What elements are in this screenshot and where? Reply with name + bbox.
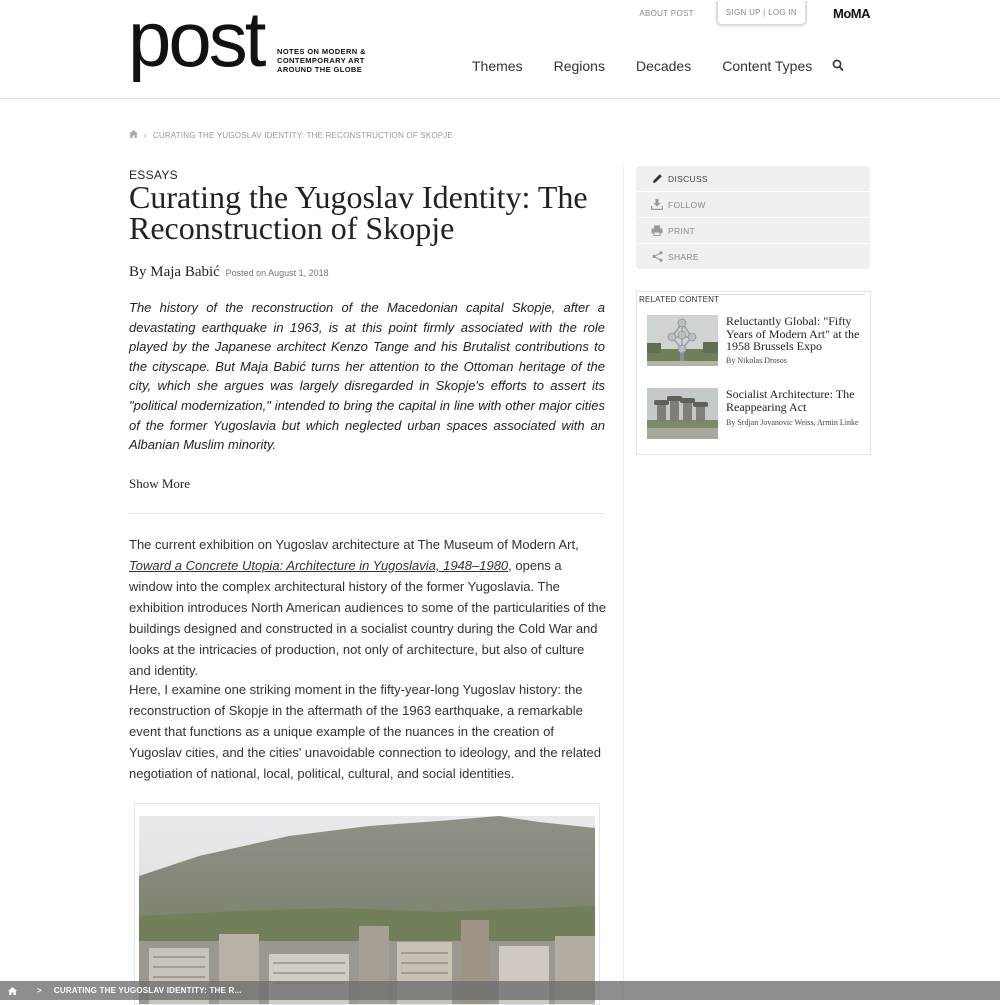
article-title: Curating the Yugoslav Identity: The Reconstruction of Skopje	[129, 179, 588, 246]
related-item[interactable]	[647, 315, 867, 370]
related-content	[636, 291, 871, 455]
share-button[interactable]	[636, 244, 870, 269]
discuss-button[interactable]	[636, 166, 870, 192]
home-icon[interactable]	[8, 987, 17, 995]
column-divider	[623, 165, 624, 1000]
about-post-link[interactable]: ABOUT POST	[639, 8, 694, 18]
discuss-label: DISCUSS	[668, 173, 708, 184]
print-button[interactable]	[636, 218, 870, 244]
article-category[interactable]: ESSAYS	[129, 168, 178, 182]
nav-decades[interactable]: Decades	[635, 58, 692, 74]
show-more-button[interactable]: Show More	[129, 476, 191, 491]
paragraph-text: , opens a window into the complex architectural history of the former Yugoslavia. The exhibition introduces North American audiences to some of the particularities of the buildings designed and constructed in a socialist country during the Cold War and looks at the intricacies of production, not only of architecture, but also of culture and identity.	[129, 558, 606, 678]
share-icon	[651, 251, 663, 263]
related-heading: RELATED CONTENT	[639, 295, 720, 304]
monument-thumbnail[interactable]	[647, 388, 718, 439]
related-item[interactable]	[647, 388, 867, 443]
nav-content-types[interactable]: Content Types	[722, 58, 813, 74]
bar-crumb[interactable]: CURATING THE YUGOSLAV IDENTITY: THE R...	[53, 986, 242, 995]
logo-wordmark: post	[128, 0, 264, 83]
follow-button[interactable]	[636, 192, 870, 218]
article-byline	[129, 264, 329, 281]
breadcrumb	[129, 130, 453, 140]
breadcrumb-current: CURATING THE YUGOSLAV IDENTITY: THE RECONSTRUCTION OF SKOPJE	[152, 130, 454, 140]
nav-themes[interactable]: Themes	[472, 58, 523, 74]
atomium-thumbnail[interactable]	[647, 315, 718, 366]
article-summary: The history of the reconstruction of the Macedonian capital Skopje, after a devastating earthquake in 1963, is at this point firmly associated with the role played by the Japanese architect Kenzo Tange and his Brutalist contributions to the cityscape. But Maja Babić turns her attention to the Ottoman heritage of the city, which she argues was largely disregarded in Skopje's efforts to assert its "political modernization," intended to bring the capital in line with other major cities of the former Yugoslavia but which neglected urban spaces associated with an Albanian Muslim minority.	[129, 300, 605, 453]
related-divider	[683, 294, 865, 295]
moma-logo-link[interactable]: MoMA	[833, 5, 870, 21]
printer-icon	[651, 225, 663, 237]
related-title[interactable]: Reluctantly Global: "Fifty Years of Modern Art" at the 1958 Brussels Expo	[726, 314, 860, 353]
article-figure	[134, 803, 600, 1005]
related-byline: By Nikolas Drosos	[726, 356, 787, 365]
download-icon	[651, 199, 663, 211]
related-byline: By Srdjan Jovanovic Weiss, Armin Linke	[726, 418, 859, 427]
utility-links	[639, 0, 870, 26]
article-actions	[636, 166, 870, 269]
search-icon[interactable]	[832, 59, 844, 75]
logo-tagline: NOTES ON MODERN & CONTEMPORARY ART AROUND THE GLOBE	[277, 47, 366, 74]
main-nav	[472, 58, 843, 74]
home-icon[interactable]	[129, 130, 138, 140]
divider	[129, 513, 605, 514]
share-label: SHARE	[668, 251, 699, 262]
nav-regions[interactable]: Regions	[553, 58, 605, 74]
skopje-photo[interactable]	[139, 816, 595, 1004]
exhibition-link[interactable]: Toward a Concrete Utopia: Architecture in Yugoslavia, 1948–1980	[129, 558, 509, 573]
bar-separator: >	[37, 986, 42, 995]
sticky-breadcrumb-bar	[0, 981, 1000, 1000]
body-paragraph-2: Here, I examine one striking moment in the fifty-year-long Yugoslav history: the reconstruction of Skopje in the aftermath of the 1963 earthquake, a remarkable event that functions as a unique example of the nuances in the creation of Yugoslav cities, and the cities' unavoidable connection to ideology, and the related negotiation of national, local, political, cultural, and social identities.	[129, 682, 602, 781]
follow-label: FOLLOW	[668, 199, 706, 210]
breadcrumb-separator: ›	[144, 130, 147, 140]
related-title[interactable]: Socialist Architecture: The Reappearing Act	[726, 387, 855, 414]
print-label: PRINT	[668, 225, 695, 236]
site-header	[0, 0, 1000, 99]
paragraph-text: The current exhibition on Yugoslav architecture at The Museum of Modern Art,	[129, 537, 579, 552]
body-paragraph-1	[129, 534, 607, 681]
author-name: By Maja Babić	[129, 264, 220, 280]
signup-login-button[interactable]: SIGN UP | LOG IN	[716, 1, 807, 26]
pencil-icon	[651, 173, 663, 185]
post-date: Posted on August 1, 2018	[225, 268, 329, 278]
